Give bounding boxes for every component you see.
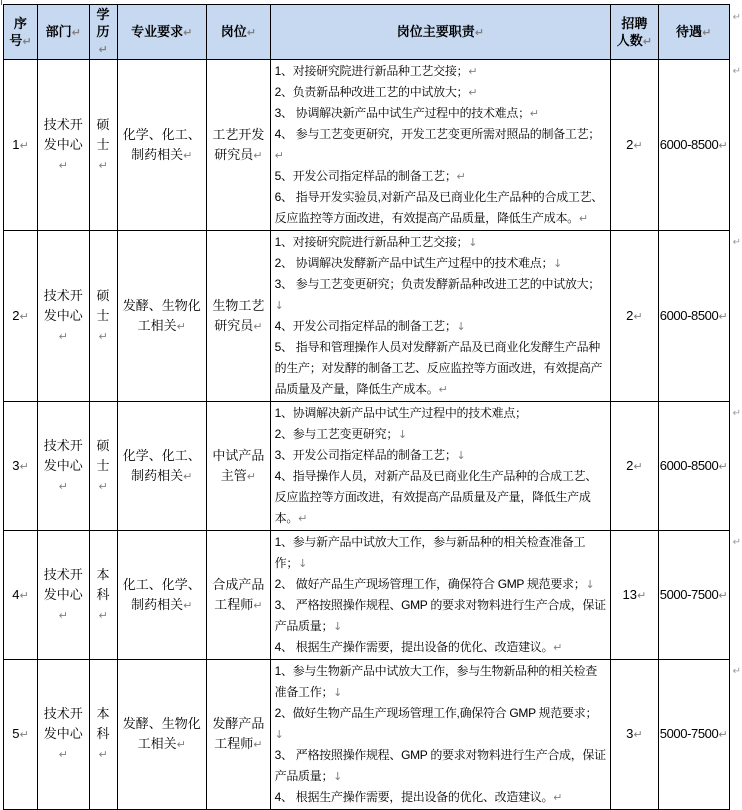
- paragraph-mark-icon: ↵: [298, 512, 308, 525]
- duty-text: 3、 严格按照操作规程、GMP 的要求对物料进行生产合成，保证产品质量；: [274, 598, 606, 633]
- cell-edu-text: 本科: [96, 566, 110, 602]
- cell-salary-text: 5000-7500: [659, 726, 719, 741]
- paragraph-mark-icon: ↵: [633, 728, 643, 741]
- cell-post[interactable]: [207, 231, 271, 402]
- paragraph-mark-icon: ↵: [71, 26, 81, 39]
- paragraph-mark-icon: ↵: [718, 138, 728, 152]
- cell-edu[interactable]: [89, 60, 117, 231]
- paragraph-mark-icon: ↵: [553, 641, 563, 654]
- cell-count-text: 13: [622, 586, 638, 602]
- paragraph-mark-icon: ↵: [19, 728, 29, 741]
- duty-text: 2、参与工艺变更研究；: [274, 427, 399, 441]
- cell-major-text: 化学、化工、制药相关: [122, 447, 201, 483]
- table-header-row: [4, 5, 742, 60]
- cell-duties[interactable]: [270, 60, 610, 231]
- duty-line: [275, 253, 606, 274]
- duty-text: 4、 根据生产操作需要，提出设备的优化、改造建议。: [274, 790, 554, 804]
- paragraph-mark-icon: ↵: [98, 329, 108, 343]
- paragraph-mark-icon: ↵: [633, 138, 643, 152]
- row-end-mark: [729, 402, 741, 531]
- duty-line: [275, 124, 606, 166]
- cell-salary-text: 5000-7500: [659, 586, 719, 602]
- cell-salary[interactable]: [658, 60, 729, 231]
- cell-duties[interactable]: [270, 531, 610, 660]
- column-header-label: 号: [9, 32, 23, 48]
- cell-no-text: 5: [12, 726, 20, 741]
- column-header-label: 待遇: [676, 24, 703, 39]
- duty-line: [275, 661, 606, 703]
- cell-salary-text: 6000-8500: [659, 307, 719, 323]
- duty-text: 6、 指导开发实验员,对新产品及已商业化生产品种的合成工艺、反应监控等方面改进，有效提高产品质量，降低生产成本。: [274, 190, 604, 225]
- cell-edu[interactable]: [89, 231, 117, 402]
- duty-text: 5、 指导和管理操作人员对发酵新产品及已商业化发酵生产品种的生产；对发酵的制备工艺、反应监控等方面改进，有效提高产品质量及产量，降低生产成本。: [274, 340, 603, 396]
- duty-line: [275, 82, 606, 103]
- paragraph-mark-icon: ↵: [633, 459, 643, 473]
- row-end-mark: [729, 231, 741, 402]
- table-row: [4, 402, 742, 531]
- cell-salary[interactable]: [658, 231, 729, 402]
- cell-count-text: 2: [626, 457, 634, 473]
- cell-dept-text: 技术开发中心: [43, 566, 83, 602]
- column-header-label: 序: [13, 15, 27, 31]
- paragraph-mark-icon: ↵: [438, 383, 448, 396]
- duty-line: [275, 424, 606, 445]
- column-header-duties[interactable]: [270, 5, 610, 60]
- paragraph-mark-icon: ↵: [19, 309, 29, 323]
- duty-text: 1、参与生物新产品中试放大工作，参与生物新品种的相关检查准备工作；: [274, 664, 597, 699]
- cell-salary-text: 6000-8500: [659, 457, 719, 473]
- duty-line: [275, 337, 606, 400]
- duty-text: 4、 根据生产操作需要，提出设备的优化、改造建议。: [274, 640, 554, 654]
- cell-salary[interactable]: [658, 402, 729, 531]
- paragraph-mark-icon: ↵: [176, 738, 186, 751]
- cell-edu[interactable]: [89, 531, 117, 660]
- paragraph-mark-icon: ↵: [718, 309, 728, 323]
- cell-major[interactable]: [117, 231, 207, 402]
- column-header-count[interactable]: [611, 5, 659, 60]
- duty-line: [275, 745, 606, 787]
- line-break-mark-icon: ↓: [274, 728, 284, 741]
- cell-count-text: 2: [626, 307, 634, 323]
- cell-post-text: 合成产品工程师: [212, 576, 265, 612]
- duty-text: 2、 做好产品生产现场管理工作，确保符合 GMP 规范要求；: [274, 577, 586, 591]
- paragraph-mark-icon: ↵: [529, 107, 539, 120]
- line-break-mark-icon: ↓: [298, 557, 308, 570]
- column-header-label: 历: [96, 24, 110, 39]
- table-row: [4, 60, 742, 231]
- column-header-label: 岗位主要职责: [396, 24, 475, 39]
- duty-text: 1、协调解决新产品中试生产过程中的技术难点；: [274, 406, 527, 420]
- column-header-dept[interactable]: [37, 5, 89, 60]
- table-body: [4, 60, 742, 810]
- paragraph-mark-icon: ↵: [58, 329, 68, 343]
- paragraph-mark-icon: ↵: [98, 158, 108, 172]
- duty-text: 3、 严格按照操作规程、GMP 的要求对物料进行生产合成，保证产品质量；: [274, 748, 606, 783]
- cell-count[interactable]: [611, 402, 659, 531]
- paragraph-mark-icon: ↵: [98, 479, 108, 493]
- cell-no-text: 2: [12, 307, 20, 323]
- duty-text: 4、 参与工艺变更研究，开发工艺变更所需对照品的制备工艺；: [274, 127, 600, 141]
- cell-dept[interactable]: [37, 231, 89, 402]
- cell-post[interactable]: [207, 60, 271, 231]
- row-end-mark-icon: ↵: [732, 65, 741, 77]
- duty-line: [275, 595, 606, 637]
- row-end-mark: [729, 660, 741, 810]
- column-header-no[interactable]: [4, 5, 38, 60]
- duty-text: 3、 参与工艺变更研究；负责发酵新品种改进工艺的中试放大；: [274, 277, 600, 291]
- duty-line: [275, 187, 606, 229]
- column-header-edu[interactable]: [89, 5, 117, 60]
- duty-text: 2、 协调解决发酵新产品中试生产过程中的技术难点；: [274, 256, 554, 270]
- paragraph-mark-icon: ↵: [468, 65, 478, 78]
- row-end-mark: [729, 60, 741, 231]
- job-positions-table: [3, 4, 742, 810]
- duty-line: [275, 232, 606, 253]
- duty-line: [275, 274, 606, 316]
- cell-major[interactable]: [117, 531, 207, 660]
- cell-major-text: 化学、化工、制药相关: [122, 126, 201, 162]
- paragraph-mark-icon: ↵: [58, 479, 68, 493]
- cell-post-text: 发酵产品工程师: [212, 716, 265, 751]
- cell-dept[interactable]: [37, 60, 89, 231]
- paragraph-mark-icon: ↵: [19, 459, 29, 473]
- cell-no-text: 1: [12, 136, 20, 152]
- paragraph-mark-icon: ↵: [183, 469, 193, 483]
- cell-salary[interactable]: [658, 531, 729, 660]
- cell-no-text: 4: [12, 586, 20, 602]
- paragraph-mark-icon: ↵: [58, 748, 68, 761]
- cell-edu-text: 硕士: [96, 437, 110, 473]
- cell-no[interactable]: [4, 531, 38, 660]
- column-header-post[interactable]: [207, 5, 271, 60]
- paragraph-mark-icon: ↵: [553, 791, 563, 804]
- column-header-label: 专业要求: [131, 24, 184, 39]
- cell-edu-text: 硕士: [96, 287, 110, 323]
- paragraph-mark-icon: ↵: [578, 212, 589, 225]
- duty-text: 1、对接研究院进行新品种工艺交接；: [274, 235, 469, 249]
- line-break-mark-icon: ↓: [333, 770, 343, 783]
- header-row: [4, 5, 742, 60]
- line-break-mark-icon: ↓: [274, 299, 284, 312]
- duty-line: [275, 574, 606, 595]
- duty-text: 4、开发公司指定样品的制备工艺；: [274, 319, 457, 333]
- cell-dept-text: 技术开发中心: [43, 116, 83, 152]
- paragraph-mark-icon: ↵: [637, 588, 647, 602]
- paragraph-mark-icon: ↵: [633, 309, 643, 323]
- paragraph-mark-icon: ↵: [22, 34, 32, 48]
- row-end-mark-icon: ↵: [732, 536, 741, 548]
- line-break-mark-icon: ↓: [456, 320, 466, 333]
- cell-count[interactable]: [611, 60, 659, 231]
- duty-text: 5、开发公司指定样品的制备工艺；: [274, 169, 457, 183]
- cell-salary-text: 6000-8500: [659, 136, 719, 152]
- paragraph-mark-icon: ↵: [19, 138, 29, 152]
- line-break-mark-icon: ↓: [553, 257, 563, 270]
- paragraph-mark-icon: ↵: [456, 170, 466, 183]
- duty-line: [275, 103, 606, 124]
- cell-no[interactable]: [4, 60, 38, 231]
- column-header-label: 学: [96, 7, 110, 22]
- cell-major[interactable]: [117, 60, 207, 231]
- paragraph-mark-icon: ↵: [98, 748, 108, 761]
- cell-no-text: 3: [12, 457, 20, 473]
- column-header-label: 部门: [45, 24, 72, 39]
- paragraph-mark-icon: ↵: [718, 459, 728, 473]
- line-break-mark-icon: ↓: [585, 578, 595, 591]
- cell-count[interactable]: [611, 231, 659, 402]
- paragraph-mark-icon: ↵: [98, 608, 108, 622]
- duty-text: 4、指导操作人员，对新产品及已商业化生产品种的合成工艺、反应监控等方面改进，有效提高产品质量及产量，降低生产成本。: [274, 469, 597, 525]
- row-end-mark: [729, 531, 741, 660]
- duty-line: [275, 637, 606, 658]
- duty-line: [275, 703, 606, 745]
- duty-line: [275, 316, 606, 337]
- paragraph-mark-icon: ↵: [253, 148, 263, 162]
- paragraph-mark-icon: ↵: [468, 86, 478, 99]
- paragraph-mark-icon: ↵: [183, 148, 193, 162]
- duty-line: [275, 466, 606, 529]
- cell-post[interactable]: [207, 402, 271, 531]
- paragraph-mark-icon: ↵: [19, 588, 29, 602]
- cell-no[interactable]: [4, 660, 38, 810]
- paragraph-mark-icon: ↵: [246, 469, 256, 483]
- crop-artifact-mark: [1, 0, 2, 5]
- duty-line: [275, 403, 606, 424]
- row-end-mark: [729, 5, 741, 60]
- cell-no[interactable]: [4, 231, 38, 402]
- paragraph-mark-icon: ↵: [58, 608, 68, 622]
- cell-post-text: 生物工艺研究员: [212, 297, 265, 333]
- cell-count[interactable]: [611, 660, 659, 810]
- duty-text: 2、负责新品种改进工艺的中试放大；: [274, 85, 469, 99]
- cell-major[interactable]: [117, 660, 207, 810]
- cell-edu[interactable]: [89, 660, 117, 810]
- paragraph-mark-icon: ↵: [718, 728, 728, 741]
- column-header-major[interactable]: [117, 5, 207, 60]
- paragraph-mark-icon: ↵: [183, 26, 193, 39]
- paragraph-mark-icon: ↵: [183, 598, 193, 612]
- paragraph-mark-icon: ↵: [176, 319, 186, 333]
- cell-post-text: 中试产品主管: [212, 447, 265, 483]
- cell-dept-text: 技术开发中心: [43, 437, 83, 473]
- duty-line: [275, 532, 606, 574]
- row-end-mark-icon: ↵: [732, 11, 741, 23]
- cell-count[interactable]: [611, 531, 659, 660]
- cell-major[interactable]: [117, 402, 207, 531]
- line-break-mark-icon: ↓: [468, 236, 478, 249]
- row-end-mark-icon: ↵: [732, 407, 741, 419]
- cell-salary[interactable]: [658, 660, 729, 810]
- cell-post-text: 工艺开发研究员: [212, 126, 265, 162]
- cell-edu[interactable]: [89, 402, 117, 531]
- cell-duties[interactable]: [270, 660, 610, 810]
- column-header-salary[interactable]: [658, 5, 729, 60]
- paragraph-mark-icon: ↵: [642, 34, 652, 48]
- paragraph-mark-icon: ↵: [702, 26, 712, 39]
- cell-edu-text: 本科: [96, 706, 110, 741]
- cell-duties[interactable]: [270, 402, 610, 531]
- cell-dept[interactable]: [37, 402, 89, 531]
- paragraph-mark-icon: ↵: [98, 43, 108, 56]
- cell-edu-text: 硕士: [96, 116, 110, 152]
- cell-dept[interactable]: [37, 660, 89, 810]
- cell-major-text: 发酵、生物化工相关: [122, 297, 201, 333]
- duty-text: 3、 协调解决新产品中试生产过程中的技术难点；: [274, 106, 530, 120]
- duty-text: 1、对接研究院进行新品种工艺交接；: [274, 64, 469, 78]
- column-header-label: 岗位: [220, 24, 247, 39]
- paragraph-mark-icon: ↵: [274, 149, 284, 162]
- duty-line: [275, 61, 606, 82]
- table-row: [4, 660, 742, 810]
- row-end-mark-icon: ↵: [732, 236, 741, 248]
- duty-line: [275, 787, 606, 808]
- duty-text: 1、参与新产品中试放大工作，参与新品种的相关检查准备工作；: [274, 535, 586, 570]
- line-break-mark-icon: ↓: [333, 620, 343, 633]
- line-break-mark-icon: ↓: [398, 428, 408, 441]
- cell-dept-text: 技术开发中心: [43, 706, 83, 741]
- line-break-mark-icon: ↓: [333, 686, 343, 699]
- cell-count-text: 2: [626, 136, 634, 152]
- cell-dept-text: 技术开发中心: [43, 287, 83, 323]
- paragraph-mark-icon: ↵: [253, 319, 263, 333]
- cell-duties[interactable]: [270, 231, 610, 402]
- cell-post[interactable]: [207, 660, 271, 810]
- paragraph-mark-icon: ↵: [246, 26, 256, 39]
- paragraph-mark-icon: ↵: [58, 158, 68, 172]
- column-header-label: 人数: [616, 32, 643, 48]
- duty-text: 2、做好生物产品生产现场管理工作,确保符合 GMP 规范要求；: [274, 706, 598, 720]
- duty-text: 3、开发公司指定样品的制备工艺；: [274, 448, 457, 462]
- cell-major-text: 发酵、生物化工相关: [122, 716, 201, 751]
- cell-dept[interactable]: [37, 531, 89, 660]
- paragraph-mark-icon: ↵: [474, 26, 484, 39]
- cell-no[interactable]: [4, 402, 38, 531]
- paragraph-mark-icon: ↵: [718, 588, 728, 602]
- cell-major-text: 化工、化学、制药相关: [122, 576, 201, 612]
- paragraph-mark-icon: ↵: [253, 598, 263, 612]
- duty-line: [275, 166, 606, 187]
- table-row: [4, 231, 742, 402]
- paragraph-mark-icon: ↵: [253, 738, 263, 751]
- cell-count-text: 3: [626, 726, 634, 741]
- column-header-label: 招聘: [621, 15, 648, 31]
- duty-line: [275, 445, 606, 466]
- table-row: [4, 531, 742, 660]
- cell-post[interactable]: [207, 531, 271, 660]
- line-break-mark-icon: ↓: [456, 449, 466, 462]
- row-end-mark-icon: ↵: [732, 665, 741, 677]
